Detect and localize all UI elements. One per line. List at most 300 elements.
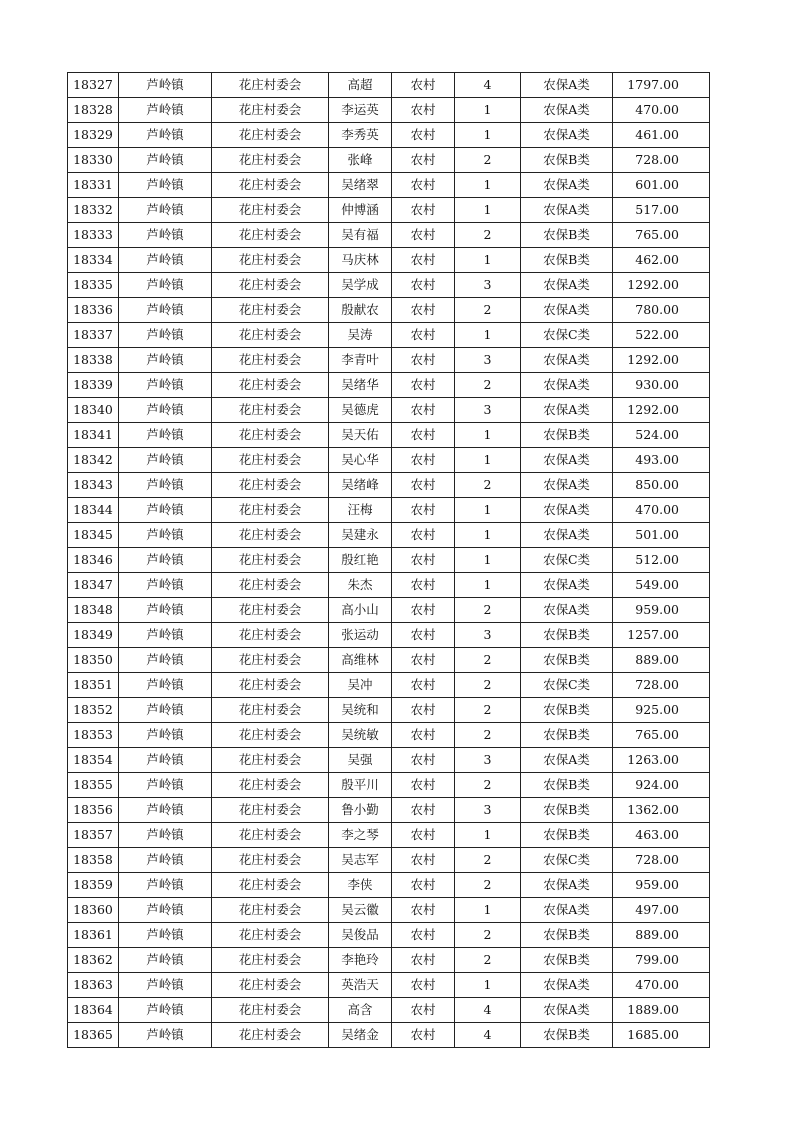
area-type-cell: 农村 — [392, 723, 455, 748]
person-name-cell: 张运动 — [329, 623, 392, 648]
area-type-cell: 农村 — [392, 673, 455, 698]
table-row — [68, 173, 710, 198]
town-cell: 芦岭镇 — [119, 198, 212, 223]
town-cell: 芦岭镇 — [119, 73, 212, 98]
area-type-cell: 农村 — [392, 73, 455, 98]
table-row — [68, 598, 710, 623]
record-id-cell: 18352 — [68, 698, 119, 723]
household-size-cell: 2 — [455, 223, 521, 248]
record-id-cell: 18351 — [68, 673, 119, 698]
table-row — [68, 948, 710, 973]
town-cell: 芦岭镇 — [119, 273, 212, 298]
record-id-cell: 18340 — [68, 398, 119, 423]
table-row — [68, 198, 710, 223]
amount-cell: 930.00 — [613, 373, 710, 398]
area-type-cell: 农村 — [392, 598, 455, 623]
person-name-cell: 吴绪翠 — [329, 173, 392, 198]
town-cell: 芦岭镇 — [119, 798, 212, 823]
table-row — [68, 73, 710, 98]
village-committee-cell: 花庄村委会 — [212, 273, 329, 298]
town-cell: 芦岭镇 — [119, 873, 212, 898]
town-cell: 芦岭镇 — [119, 623, 212, 648]
village-committee-cell: 花庄村委会 — [212, 973, 329, 998]
table-row — [68, 523, 710, 548]
area-type-cell: 农村 — [392, 948, 455, 973]
area-type-cell: 农村 — [392, 873, 455, 898]
insurance-category-cell: 农保B类 — [521, 798, 613, 823]
town-cell: 芦岭镇 — [119, 98, 212, 123]
village-committee-cell: 花庄村委会 — [212, 473, 329, 498]
table-row — [68, 298, 710, 323]
amount-cell: 850.00 — [613, 473, 710, 498]
household-size-cell: 4 — [455, 1023, 521, 1048]
town-cell: 芦岭镇 — [119, 173, 212, 198]
amount-cell: 728.00 — [613, 848, 710, 873]
village-committee-cell: 花庄村委会 — [212, 398, 329, 423]
area-type-cell: 农村 — [392, 98, 455, 123]
person-name-cell: 鲁小勤 — [329, 798, 392, 823]
village-committee-cell: 花庄村委会 — [212, 773, 329, 798]
record-id-cell: 18359 — [68, 873, 119, 898]
table-row — [68, 823, 710, 848]
town-cell: 芦岭镇 — [119, 123, 212, 148]
person-name-cell: 李秀英 — [329, 123, 392, 148]
household-size-cell: 1 — [455, 198, 521, 223]
village-committee-cell: 花庄村委会 — [212, 198, 329, 223]
table-row — [68, 773, 710, 798]
person-name-cell: 吴云徽 — [329, 898, 392, 923]
household-size-cell: 3 — [455, 748, 521, 773]
area-type-cell: 农村 — [392, 373, 455, 398]
insurance-category-cell: 农保B类 — [521, 773, 613, 798]
person-name-cell: 马庆林 — [329, 248, 392, 273]
town-cell: 芦岭镇 — [119, 823, 212, 848]
household-size-cell: 1 — [455, 573, 521, 598]
insurance-category-cell: 农保A类 — [521, 523, 613, 548]
person-name-cell: 高含 — [329, 998, 392, 1023]
village-committee-cell: 花庄村委会 — [212, 448, 329, 473]
household-size-cell: 2 — [455, 373, 521, 398]
village-committee-cell: 花庄村委会 — [212, 148, 329, 173]
village-committee-cell: 花庄村委会 — [212, 698, 329, 723]
insurance-category-cell: 农保B类 — [521, 423, 613, 448]
record-id-cell: 18342 — [68, 448, 119, 473]
record-id-cell: 18338 — [68, 348, 119, 373]
person-name-cell: 李侠 — [329, 873, 392, 898]
household-size-cell: 2 — [455, 473, 521, 498]
amount-cell: 924.00 — [613, 773, 710, 798]
town-cell: 芦岭镇 — [119, 648, 212, 673]
insurance-category-cell: 农保A类 — [521, 123, 613, 148]
amount-cell: 1292.00 — [613, 273, 710, 298]
town-cell: 芦岭镇 — [119, 373, 212, 398]
record-id-cell: 18329 — [68, 123, 119, 148]
person-name-cell: 李之琴 — [329, 823, 392, 848]
record-id-cell: 18361 — [68, 923, 119, 948]
insurance-category-cell: 农保B类 — [521, 148, 613, 173]
town-cell: 芦岭镇 — [119, 473, 212, 498]
area-type-cell: 农村 — [392, 748, 455, 773]
table-row — [68, 148, 710, 173]
record-id-cell: 18332 — [68, 198, 119, 223]
person-name-cell: 吴志军 — [329, 848, 392, 873]
insurance-category-cell: 农保B类 — [521, 923, 613, 948]
town-cell: 芦岭镇 — [119, 298, 212, 323]
household-size-cell: 1 — [455, 248, 521, 273]
insurance-category-cell: 农保B类 — [521, 723, 613, 748]
record-id-cell: 18333 — [68, 223, 119, 248]
household-size-cell: 2 — [455, 873, 521, 898]
village-committee-cell: 花庄村委会 — [212, 298, 329, 323]
record-id-cell: 18346 — [68, 548, 119, 573]
amount-cell: 461.00 — [613, 123, 710, 148]
record-id-cell: 18347 — [68, 573, 119, 598]
insurance-category-cell: 农保A类 — [521, 473, 613, 498]
insurance-category-cell: 农保A类 — [521, 448, 613, 473]
household-size-cell: 2 — [455, 948, 521, 973]
amount-cell: 470.00 — [613, 973, 710, 998]
record-id-cell: 18363 — [68, 973, 119, 998]
amount-cell: 517.00 — [613, 198, 710, 223]
insurance-category-cell: 农保B类 — [521, 623, 613, 648]
household-size-cell: 1 — [455, 323, 521, 348]
household-size-cell: 3 — [455, 623, 521, 648]
household-size-cell: 3 — [455, 798, 521, 823]
record-id-cell: 18336 — [68, 298, 119, 323]
table-row — [68, 798, 710, 823]
household-size-cell: 1 — [455, 548, 521, 573]
village-committee-cell: 花庄村委会 — [212, 98, 329, 123]
record-id-cell: 18354 — [68, 748, 119, 773]
village-committee-cell: 花庄村委会 — [212, 123, 329, 148]
household-size-cell: 3 — [455, 348, 521, 373]
insurance-category-cell: 农保A类 — [521, 898, 613, 923]
village-committee-cell: 花庄村委会 — [212, 648, 329, 673]
amount-cell: 799.00 — [613, 948, 710, 973]
insurance-category-cell: 农保B类 — [521, 698, 613, 723]
record-id-cell: 18330 — [68, 148, 119, 173]
household-size-cell: 1 — [455, 898, 521, 923]
insurance-category-cell: 农保A类 — [521, 173, 613, 198]
table-row — [68, 723, 710, 748]
town-cell: 芦岭镇 — [119, 848, 212, 873]
record-id-cell: 18327 — [68, 73, 119, 98]
insurance-category-cell: 农保A类 — [521, 398, 613, 423]
record-id-cell: 18339 — [68, 373, 119, 398]
record-id-cell: 18349 — [68, 623, 119, 648]
insurance-category-cell: 农保A类 — [521, 498, 613, 523]
insurance-category-cell: 农保A类 — [521, 998, 613, 1023]
record-id-cell: 18328 — [68, 98, 119, 123]
household-size-cell: 1 — [455, 823, 521, 848]
village-committee-cell: 花庄村委会 — [212, 173, 329, 198]
area-type-cell: 农村 — [392, 398, 455, 423]
area-type-cell: 农村 — [392, 323, 455, 348]
town-cell: 芦岭镇 — [119, 248, 212, 273]
person-name-cell: 吴学成 — [329, 273, 392, 298]
amount-cell: 765.00 — [613, 223, 710, 248]
person-name-cell: 吴德虎 — [329, 398, 392, 423]
amount-cell: 493.00 — [613, 448, 710, 473]
person-name-cell: 汪梅 — [329, 498, 392, 523]
record-id-cell: 18350 — [68, 648, 119, 673]
village-committee-cell: 花庄村委会 — [212, 1023, 329, 1048]
table-row — [68, 348, 710, 373]
amount-cell: 765.00 — [613, 723, 710, 748]
household-size-cell: 2 — [455, 723, 521, 748]
table-row — [68, 848, 710, 873]
table-row — [68, 398, 710, 423]
person-name-cell: 吴天佑 — [329, 423, 392, 448]
area-type-cell: 农村 — [392, 148, 455, 173]
person-name-cell: 李青叶 — [329, 348, 392, 373]
insurance-category-cell: 农保B类 — [521, 1023, 613, 1048]
insurance-category-cell: 农保A类 — [521, 348, 613, 373]
area-type-cell: 农村 — [392, 648, 455, 673]
household-size-cell: 4 — [455, 998, 521, 1023]
household-size-cell: 1 — [455, 98, 521, 123]
record-id-cell: 18341 — [68, 423, 119, 448]
amount-cell: 1292.00 — [613, 348, 710, 373]
village-committee-cell: 花庄村委会 — [212, 923, 329, 948]
insurance-category-cell: 农保A类 — [521, 98, 613, 123]
table-row — [68, 273, 710, 298]
village-committee-cell: 花庄村委会 — [212, 848, 329, 873]
record-id-cell: 18362 — [68, 948, 119, 973]
assistance-roster-table — [67, 72, 710, 1048]
table-row — [68, 623, 710, 648]
person-name-cell: 殷平川 — [329, 773, 392, 798]
insurance-category-cell: 农保A类 — [521, 973, 613, 998]
amount-cell: 549.00 — [613, 573, 710, 598]
town-cell: 芦岭镇 — [119, 223, 212, 248]
person-name-cell: 吴统和 — [329, 698, 392, 723]
area-type-cell: 农村 — [392, 773, 455, 798]
household-size-cell: 1 — [455, 498, 521, 523]
amount-cell: 522.00 — [613, 323, 710, 348]
household-size-cell: 1 — [455, 973, 521, 998]
table-row — [68, 473, 710, 498]
amount-cell: 501.00 — [613, 523, 710, 548]
area-type-cell: 农村 — [392, 348, 455, 373]
record-id-cell: 18335 — [68, 273, 119, 298]
area-type-cell: 农村 — [392, 248, 455, 273]
village-committee-cell: 花庄村委会 — [212, 598, 329, 623]
person-name-cell: 吴心华 — [329, 448, 392, 473]
insurance-category-cell: 农保B类 — [521, 823, 613, 848]
household-size-cell: 1 — [455, 448, 521, 473]
amount-cell: 728.00 — [613, 673, 710, 698]
record-id-cell: 18356 — [68, 798, 119, 823]
area-type-cell: 农村 — [392, 223, 455, 248]
village-committee-cell: 花庄村委会 — [212, 573, 329, 598]
insurance-category-cell: 农保A类 — [521, 573, 613, 598]
table-row — [68, 448, 710, 473]
area-type-cell: 农村 — [392, 548, 455, 573]
town-cell: 芦岭镇 — [119, 323, 212, 348]
person-name-cell: 英浩天 — [329, 973, 392, 998]
amount-cell: 959.00 — [613, 598, 710, 623]
town-cell: 芦岭镇 — [119, 698, 212, 723]
area-type-cell: 农村 — [392, 173, 455, 198]
amount-cell: 512.00 — [613, 548, 710, 573]
town-cell: 芦岭镇 — [119, 673, 212, 698]
village-committee-cell: 花庄村委会 — [212, 748, 329, 773]
person-name-cell: 吴绪金 — [329, 1023, 392, 1048]
household-size-cell: 2 — [455, 923, 521, 948]
area-type-cell: 农村 — [392, 298, 455, 323]
village-committee-cell: 花庄村委会 — [212, 373, 329, 398]
person-name-cell: 吴有福 — [329, 223, 392, 248]
area-type-cell: 农村 — [392, 898, 455, 923]
town-cell: 芦岭镇 — [119, 423, 212, 448]
area-type-cell: 农村 — [392, 473, 455, 498]
person-name-cell: 高小山 — [329, 598, 392, 623]
area-type-cell: 农村 — [392, 573, 455, 598]
village-committee-cell: 花庄村委会 — [212, 223, 329, 248]
household-size-cell: 2 — [455, 673, 521, 698]
person-name-cell: 仲博涵 — [329, 198, 392, 223]
insurance-category-cell: 农保A类 — [521, 598, 613, 623]
table-row — [68, 373, 710, 398]
town-cell: 芦岭镇 — [119, 448, 212, 473]
insurance-category-cell: 农保A类 — [521, 273, 613, 298]
table-row — [68, 423, 710, 448]
amount-cell: 1292.00 — [613, 398, 710, 423]
area-type-cell: 农村 — [392, 848, 455, 873]
insurance-category-cell: 农保A类 — [521, 373, 613, 398]
area-type-cell: 农村 — [392, 998, 455, 1023]
village-committee-cell: 花庄村委会 — [212, 723, 329, 748]
household-size-cell: 3 — [455, 273, 521, 298]
amount-cell: 1257.00 — [613, 623, 710, 648]
village-committee-cell: 花庄村委会 — [212, 873, 329, 898]
amount-cell: 524.00 — [613, 423, 710, 448]
amount-cell: 470.00 — [613, 98, 710, 123]
person-name-cell: 吴统敏 — [329, 723, 392, 748]
amount-cell: 470.00 — [613, 498, 710, 523]
insurance-category-cell: 农保A类 — [521, 198, 613, 223]
village-committee-cell: 花庄村委会 — [212, 248, 329, 273]
amount-cell: 728.00 — [613, 148, 710, 173]
household-size-cell: 1 — [455, 423, 521, 448]
table-row — [68, 123, 710, 148]
table-row — [68, 1023, 710, 1048]
amount-cell: 1685.00 — [613, 1023, 710, 1048]
amount-cell: 462.00 — [613, 248, 710, 273]
table-row — [68, 98, 710, 123]
area-type-cell: 农村 — [392, 698, 455, 723]
village-committee-cell: 花庄村委会 — [212, 798, 329, 823]
area-type-cell: 农村 — [392, 973, 455, 998]
village-committee-cell: 花庄村委会 — [212, 423, 329, 448]
village-committee-cell: 花庄村委会 — [212, 498, 329, 523]
village-committee-cell: 花庄村委会 — [212, 548, 329, 573]
person-name-cell: 殷红艳 — [329, 548, 392, 573]
area-type-cell: 农村 — [392, 198, 455, 223]
record-id-cell: 18360 — [68, 898, 119, 923]
record-id-cell: 18344 — [68, 498, 119, 523]
area-type-cell: 农村 — [392, 448, 455, 473]
table-body — [68, 73, 710, 1048]
area-type-cell: 农村 — [392, 423, 455, 448]
record-id-cell: 18358 — [68, 848, 119, 873]
amount-cell: 1362.00 — [613, 798, 710, 823]
amount-cell: 780.00 — [613, 298, 710, 323]
record-id-cell: 18353 — [68, 723, 119, 748]
insurance-category-cell: 农保A类 — [521, 298, 613, 323]
insurance-category-cell: 农保C类 — [521, 848, 613, 873]
insurance-category-cell: 农保C类 — [521, 548, 613, 573]
village-committee-cell: 花庄村委会 — [212, 348, 329, 373]
table-row — [68, 998, 710, 1023]
record-id-cell: 18364 — [68, 998, 119, 1023]
insurance-category-cell: 农保B类 — [521, 648, 613, 673]
table-row — [68, 548, 710, 573]
person-name-cell: 吴绪峰 — [329, 473, 392, 498]
area-type-cell: 农村 — [392, 498, 455, 523]
amount-cell: 601.00 — [613, 173, 710, 198]
insurance-category-cell: 农保B类 — [521, 248, 613, 273]
record-id-cell: 18348 — [68, 598, 119, 623]
household-size-cell: 1 — [455, 123, 521, 148]
area-type-cell: 农村 — [392, 523, 455, 548]
amount-cell: 1889.00 — [613, 998, 710, 1023]
amount-cell: 889.00 — [613, 648, 710, 673]
household-size-cell: 2 — [455, 298, 521, 323]
town-cell: 芦岭镇 — [119, 898, 212, 923]
amount-cell: 925.00 — [613, 698, 710, 723]
table-row — [68, 973, 710, 998]
person-name-cell: 吴冲 — [329, 673, 392, 698]
area-type-cell: 农村 — [392, 123, 455, 148]
household-size-cell: 1 — [455, 173, 521, 198]
table-row — [68, 648, 710, 673]
town-cell: 芦岭镇 — [119, 1023, 212, 1048]
person-name-cell: 吴建永 — [329, 523, 392, 548]
person-name-cell: 吴强 — [329, 748, 392, 773]
amount-cell: 497.00 — [613, 898, 710, 923]
record-id-cell: 18355 — [68, 773, 119, 798]
town-cell: 芦岭镇 — [119, 398, 212, 423]
area-type-cell: 农村 — [392, 823, 455, 848]
person-name-cell: 吴涛 — [329, 323, 392, 348]
village-committee-cell: 花庄村委会 — [212, 673, 329, 698]
table-row — [68, 248, 710, 273]
table-row — [68, 873, 710, 898]
record-id-cell: 18331 — [68, 173, 119, 198]
table-row — [68, 748, 710, 773]
table-row — [68, 223, 710, 248]
town-cell: 芦岭镇 — [119, 573, 212, 598]
person-name-cell: 吴俊品 — [329, 923, 392, 948]
town-cell: 芦岭镇 — [119, 773, 212, 798]
person-name-cell: 张峰 — [329, 148, 392, 173]
table-row — [68, 323, 710, 348]
area-type-cell: 农村 — [392, 798, 455, 823]
village-committee-cell: 花庄村委会 — [212, 998, 329, 1023]
household-size-cell: 2 — [455, 598, 521, 623]
village-committee-cell: 花庄村委会 — [212, 323, 329, 348]
table-row — [68, 698, 710, 723]
household-size-cell: 4 — [455, 73, 521, 98]
area-type-cell: 农村 — [392, 623, 455, 648]
household-size-cell: 2 — [455, 773, 521, 798]
record-id-cell: 18345 — [68, 523, 119, 548]
insurance-category-cell: 农保C类 — [521, 323, 613, 348]
table-row — [68, 673, 710, 698]
person-name-cell: 高维林 — [329, 648, 392, 673]
